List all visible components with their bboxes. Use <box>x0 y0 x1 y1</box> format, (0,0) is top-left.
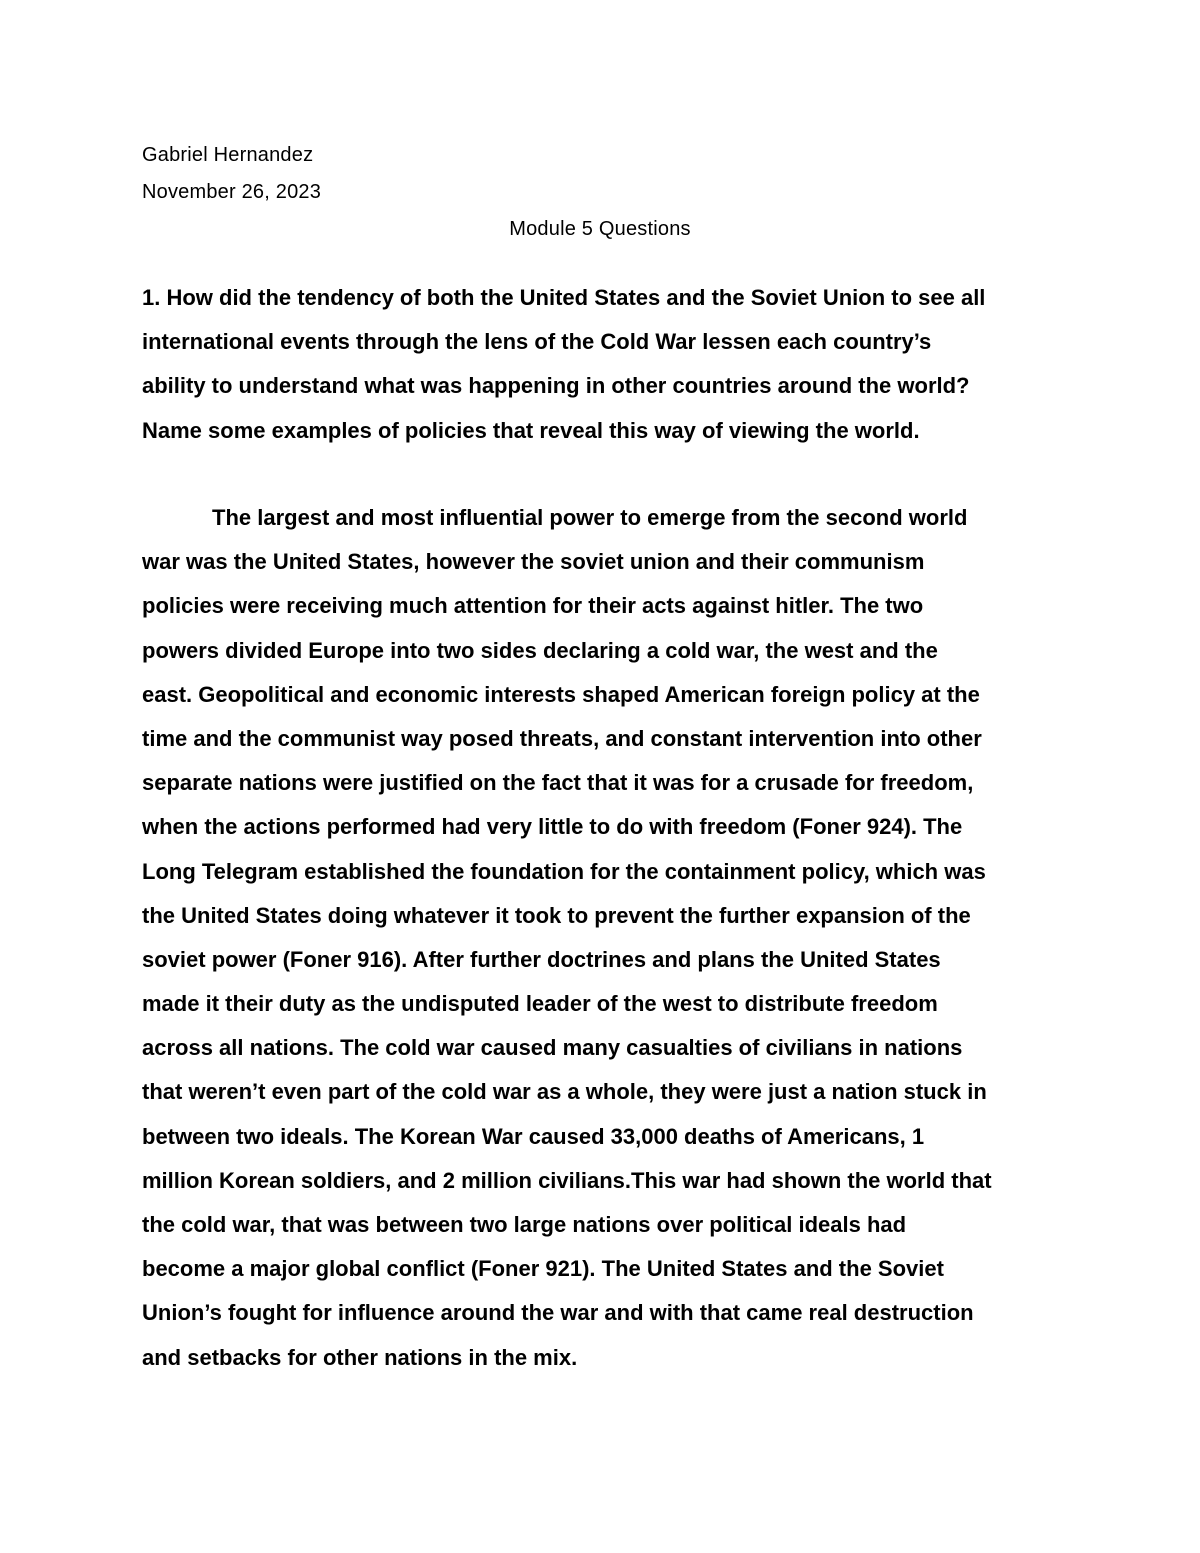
answer-paragraph <box>142 496 1072 1380</box>
answer-line: soviet power (Foner 916). After further doctrines and plans the United States <box>142 946 941 972</box>
question-line: 1. How did the tendency of both the United States and the Soviet Union to see all <box>142 285 986 310</box>
question-paragraph <box>142 276 1072 453</box>
document-title: Module 5 Questions <box>509 218 691 240</box>
answer-line: policies were receiving much attention for their acts against hitler. The two <box>142 593 924 619</box>
author-name: Gabriel Hernandez <box>142 144 314 166</box>
answer-line: powers divided Europe into two sides declaring a cold war, the west and the <box>142 637 938 663</box>
answer-line: become a major global conflict (Foner 921). The United States and the Soviet <box>142 1256 944 1282</box>
answer-line: time and the communist way posed threats, and constant intervention into other <box>142 725 982 751</box>
answer-line: the United States doing whatever it took to prevent the further expansion of the <box>142 902 971 928</box>
answer-line: Long Telegram established the foundation for the containment policy, which was <box>142 858 986 884</box>
answer-line: that weren’t even part of the cold war as a whole, they were just a nation stuck in <box>142 1079 987 1105</box>
answer-line: war was the United States, however the soviet union and their communism <box>142 549 925 575</box>
answer-line: between two ideals. The Korean War caused 33,000 deaths of Americans, 1 <box>142 1123 925 1149</box>
answer-line: when the actions performed had very little to do with freedom (Foner 924). The <box>142 814 963 840</box>
answer-line: Union’s fought for influence around the war and with that came real destruction <box>142 1300 974 1326</box>
question-line: Name some examples of policies that reveal this way of viewing the world. <box>142 417 920 443</box>
question-line: international events through the lens of the Cold War lessen each country’s <box>142 329 932 355</box>
answer-line: the cold war, that was between two large nations over political ideals had <box>142 1212 907 1237</box>
answer-line: separate nations were justified on the fact that it was for a crusade for freedom, <box>142 770 974 796</box>
answer-line: and setbacks for other nations in the mix. <box>142 1344 578 1370</box>
answer-line: made it their duty as the undisputed leader of the west to distribute freedom <box>142 991 938 1017</box>
answer-line: across all nations. The cold war caused many casualties of civilians in nations <box>142 1035 963 1061</box>
answer-line: east. Geopolitical and economic interests shaped American foreign policy at the <box>142 681 980 707</box>
document-date: November 26, 2023 <box>142 181 322 203</box>
question-line: ability to understand what was happening in other countries around the world? <box>142 373 970 399</box>
answer-line: million Korean soldiers, and 2 million civilians.This war had shown the world that <box>142 1167 992 1193</box>
answer-line: The largest and most influential power to emerge from the second world <box>212 505 968 530</box>
